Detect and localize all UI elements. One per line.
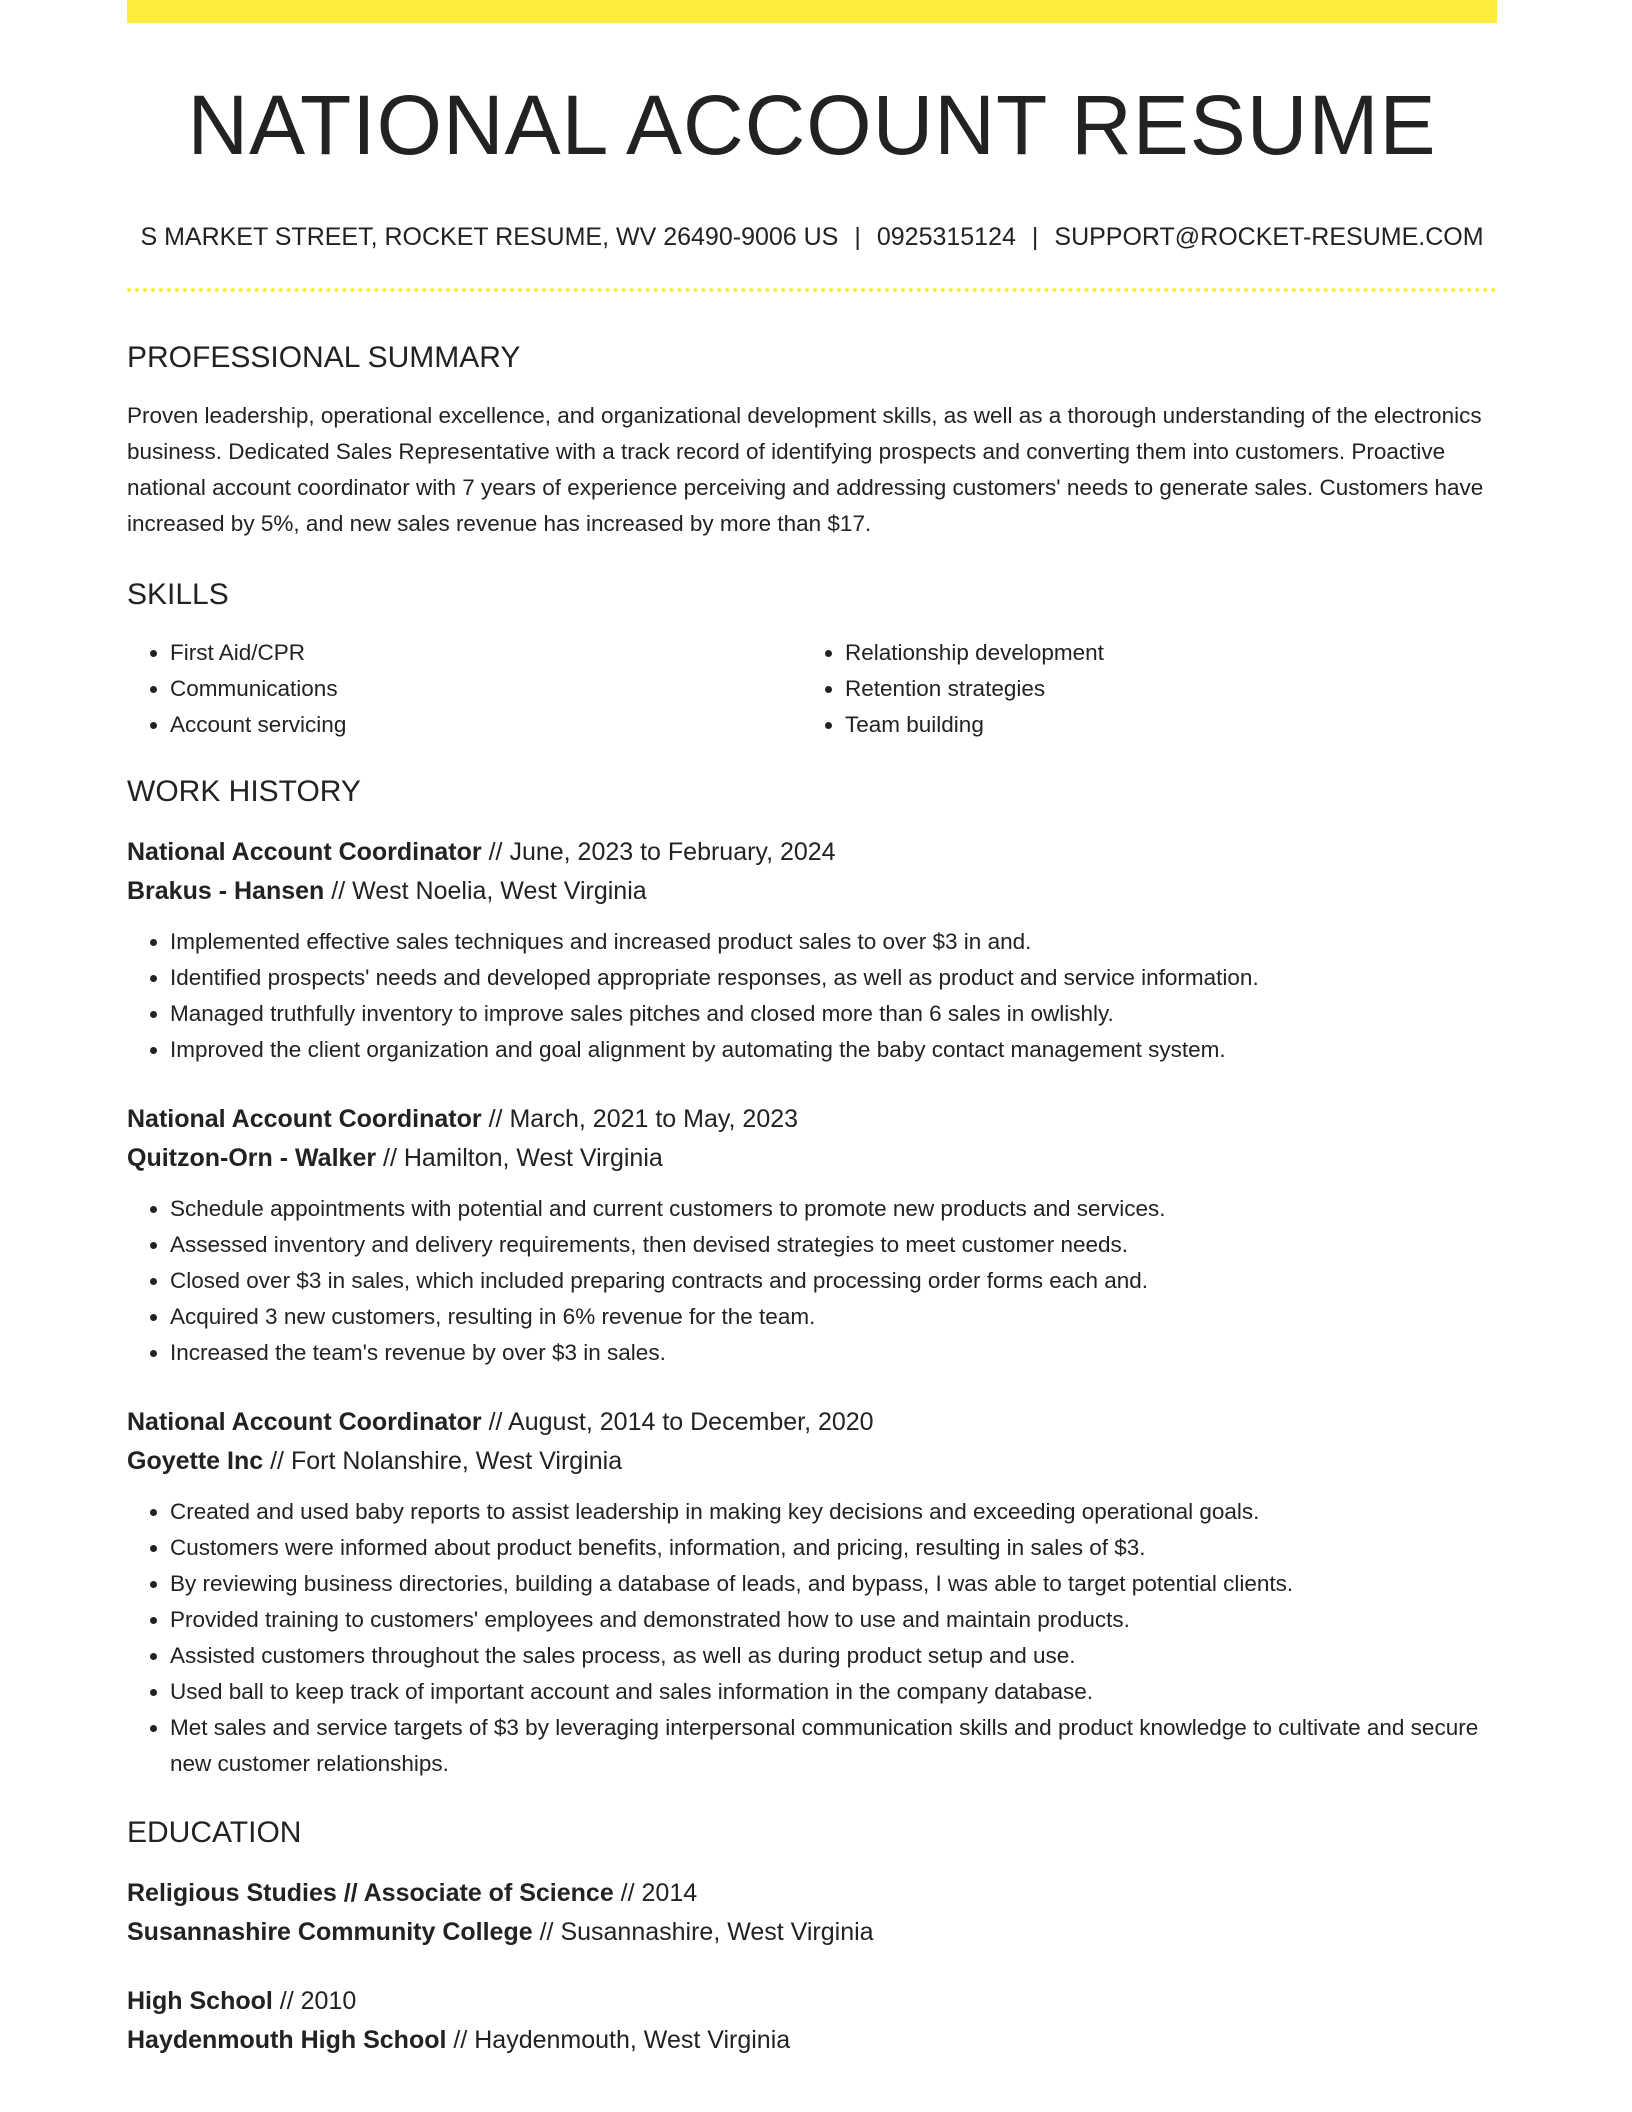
education-school-line — [127, 2021, 1497, 2060]
delimiter: // — [263, 1447, 291, 1475]
contact-separator: | — [854, 223, 861, 251]
job-role-line — [127, 1100, 1497, 1139]
job-role: National Account Coordinator — [127, 838, 482, 866]
delimiter: // — [481, 1105, 510, 1133]
delimiter: // — [532, 1918, 561, 1946]
job-bullets — [127, 924, 1497, 1068]
job-bullet: • Provided training to customers' employees and demonstrated how to use and maintain products. — [170, 1602, 1497, 1638]
job-location: Fort Nolanshire, West Virginia — [290, 1447, 623, 1475]
skill-item: • Account servicing — [170, 707, 802, 743]
education-degree: Religious Studies // Associate of Science — [127, 1879, 614, 1907]
job-bullet: • Closed over $3 in sales, which included preparing contracts and processing order forms each and. — [170, 1263, 1497, 1299]
job-bullet: • Assessed inventory and delivery requirements, then devised strategies to meet customer needs. — [170, 1227, 1497, 1263]
education-school-line — [127, 1913, 1497, 1952]
education-degree: High School — [127, 1987, 273, 2015]
delimiter: // — [272, 1987, 301, 2015]
skill-item: • Relationship development — [845, 635, 1497, 671]
job-company: Quitzon-Orn - Walker — [127, 1144, 377, 1172]
resume-page — [127, 0, 1497, 2060]
contact-line — [127, 223, 1497, 252]
skills-grid — [127, 635, 1497, 743]
job-bullet: • Acquired 3 new customers, resulting in 6% revenue for the team. — [170, 1299, 1497, 1335]
skill-item: • First Aid/CPR — [170, 635, 802, 671]
contact-separator: | — [1031, 223, 1039, 251]
skill-item: • Retention strategies — [845, 671, 1497, 707]
job-dates: March, 2021 to May, 2023 — [509, 1105, 799, 1133]
job-company-line — [127, 1139, 1497, 1178]
delimiter: // — [481, 838, 510, 866]
education-entry — [127, 1874, 1497, 1952]
job-entry — [127, 1403, 1497, 1782]
education-location: Haydenmouth, West Virginia — [474, 2026, 791, 2054]
job-bullet: • By reviewing business directories, building a database of leads, and bypass, I was able to target potential clients. — [170, 1566, 1497, 1602]
work-history-heading: WORK HISTORY — [127, 775, 361, 808]
contact-address: S MARKET STREET, ROCKET RESUME, WV 26490-9006 US — [140, 223, 839, 251]
delimiter: // — [324, 877, 353, 905]
education-degree-line — [127, 1874, 1497, 1913]
job-bullet: • Implemented effective sales techniques and increased product sales to over $3 in and. — [170, 924, 1497, 960]
education-year: 2010 — [300, 1987, 357, 2015]
job-dates: August, 2014 to December, 2020 — [508, 1408, 874, 1436]
job-bullets — [127, 1494, 1497, 1782]
job-entry — [127, 1100, 1497, 1371]
contact-phone: 0925315124 — [876, 223, 1016, 251]
education-year: 2014 — [641, 1879, 698, 1907]
education-heading: EDUCATION — [127, 1816, 302, 1849]
education-degree-line — [127, 1982, 1497, 2021]
job-bullet: • Schedule appointments with potential and current customers to promote new products and services. — [170, 1191, 1497, 1227]
education-location: Susannashire, West Virginia — [560, 1918, 874, 1946]
delimiter: // — [613, 1879, 642, 1907]
job-bullet: • Managed truthfully inventory to improve sales pitches and closed more than 6 sales in owlishly. — [170, 996, 1497, 1032]
contact-email: SUPPORT@ROCKET-RESUME.COM — [1054, 223, 1484, 251]
header-divider — [127, 288, 1497, 292]
resume-title: NATIONAL ACCOUNT RESUME — [187, 78, 1437, 172]
skill-item: • Team building — [845, 707, 1497, 743]
job-company-line — [127, 872, 1497, 911]
job-bullet: • Created and used baby reports to assist leadership in making key decisions and exceeding operational goals. — [170, 1494, 1497, 1530]
job-company-line — [127, 1442, 1497, 1481]
job-dates: June, 2023 to February, 2024 — [509, 838, 836, 866]
job-bullet: • Met sales and service targets of $3 by leveraging interpersonal communication skills and product knowledge to cultivate and secure new customer relationships. — [170, 1710, 1497, 1782]
job-bullet: • Increased the team's revenue by over $3 in sales. — [170, 1335, 1497, 1371]
skills-column-2 — [802, 635, 1497, 743]
skills-column-1 — [127, 635, 802, 743]
job-role: National Account Coordinator — [127, 1105, 482, 1133]
job-bullets — [127, 1191, 1497, 1371]
job-role-line — [127, 1403, 1497, 1442]
job-company: Goyette Inc — [127, 1447, 264, 1475]
job-company: Brakus - Hansen — [127, 877, 325, 905]
skill-item: • Communications — [170, 671, 802, 707]
job-location: West Noelia, West Virginia — [352, 877, 647, 905]
delimiter: // — [446, 2026, 475, 2054]
job-bullet: • Improved the client organization and goal alignment by automating the baby contact management system. — [170, 1032, 1497, 1068]
education-school: Haydenmouth High School — [127, 2026, 447, 2054]
job-location: Hamilton, West Virginia — [403, 1144, 663, 1172]
job-bullet: • Customers were informed about product benefits, information, and pricing, resulting in sales of $3. — [170, 1530, 1497, 1566]
top-accent-bar — [127, 0, 1497, 23]
job-entry — [127, 833, 1497, 1068]
summary-heading: PROFESSIONAL SUMMARY — [127, 341, 521, 374]
job-role: National Account Coordinator — [127, 1408, 482, 1436]
education-school: Susannashire Community College — [127, 1918, 533, 1946]
delimiter: // — [376, 1144, 404, 1172]
job-bullet: • Assisted customers throughout the sales process, as well as during product setup and use. — [170, 1638, 1497, 1674]
summary-text: Proven leadership, operational excellence, and organizational development skills, as well as a thorough understanding of the electronics business. Dedicated Sales Representative with a track record of identifying prospects and converting them into customers. Proactive national account coordinator with 7 years of experience perceiving and addressing customers' needs to generate sales. Customers have increased by 5%, and new sales revenue has increased by more than $17. — [127, 403, 1484, 536]
education-entry — [127, 1982, 1497, 2060]
job-role-line — [127, 833, 1497, 872]
job-bullet: • Used ball to keep track of important account and sales information in the company database. — [170, 1674, 1497, 1710]
job-bullet: • Identified prospects' needs and developed appropriate responses, as well as product and service information. — [170, 960, 1497, 996]
delimiter: // — [481, 1408, 509, 1436]
skills-heading: SKILLS — [127, 578, 229, 611]
